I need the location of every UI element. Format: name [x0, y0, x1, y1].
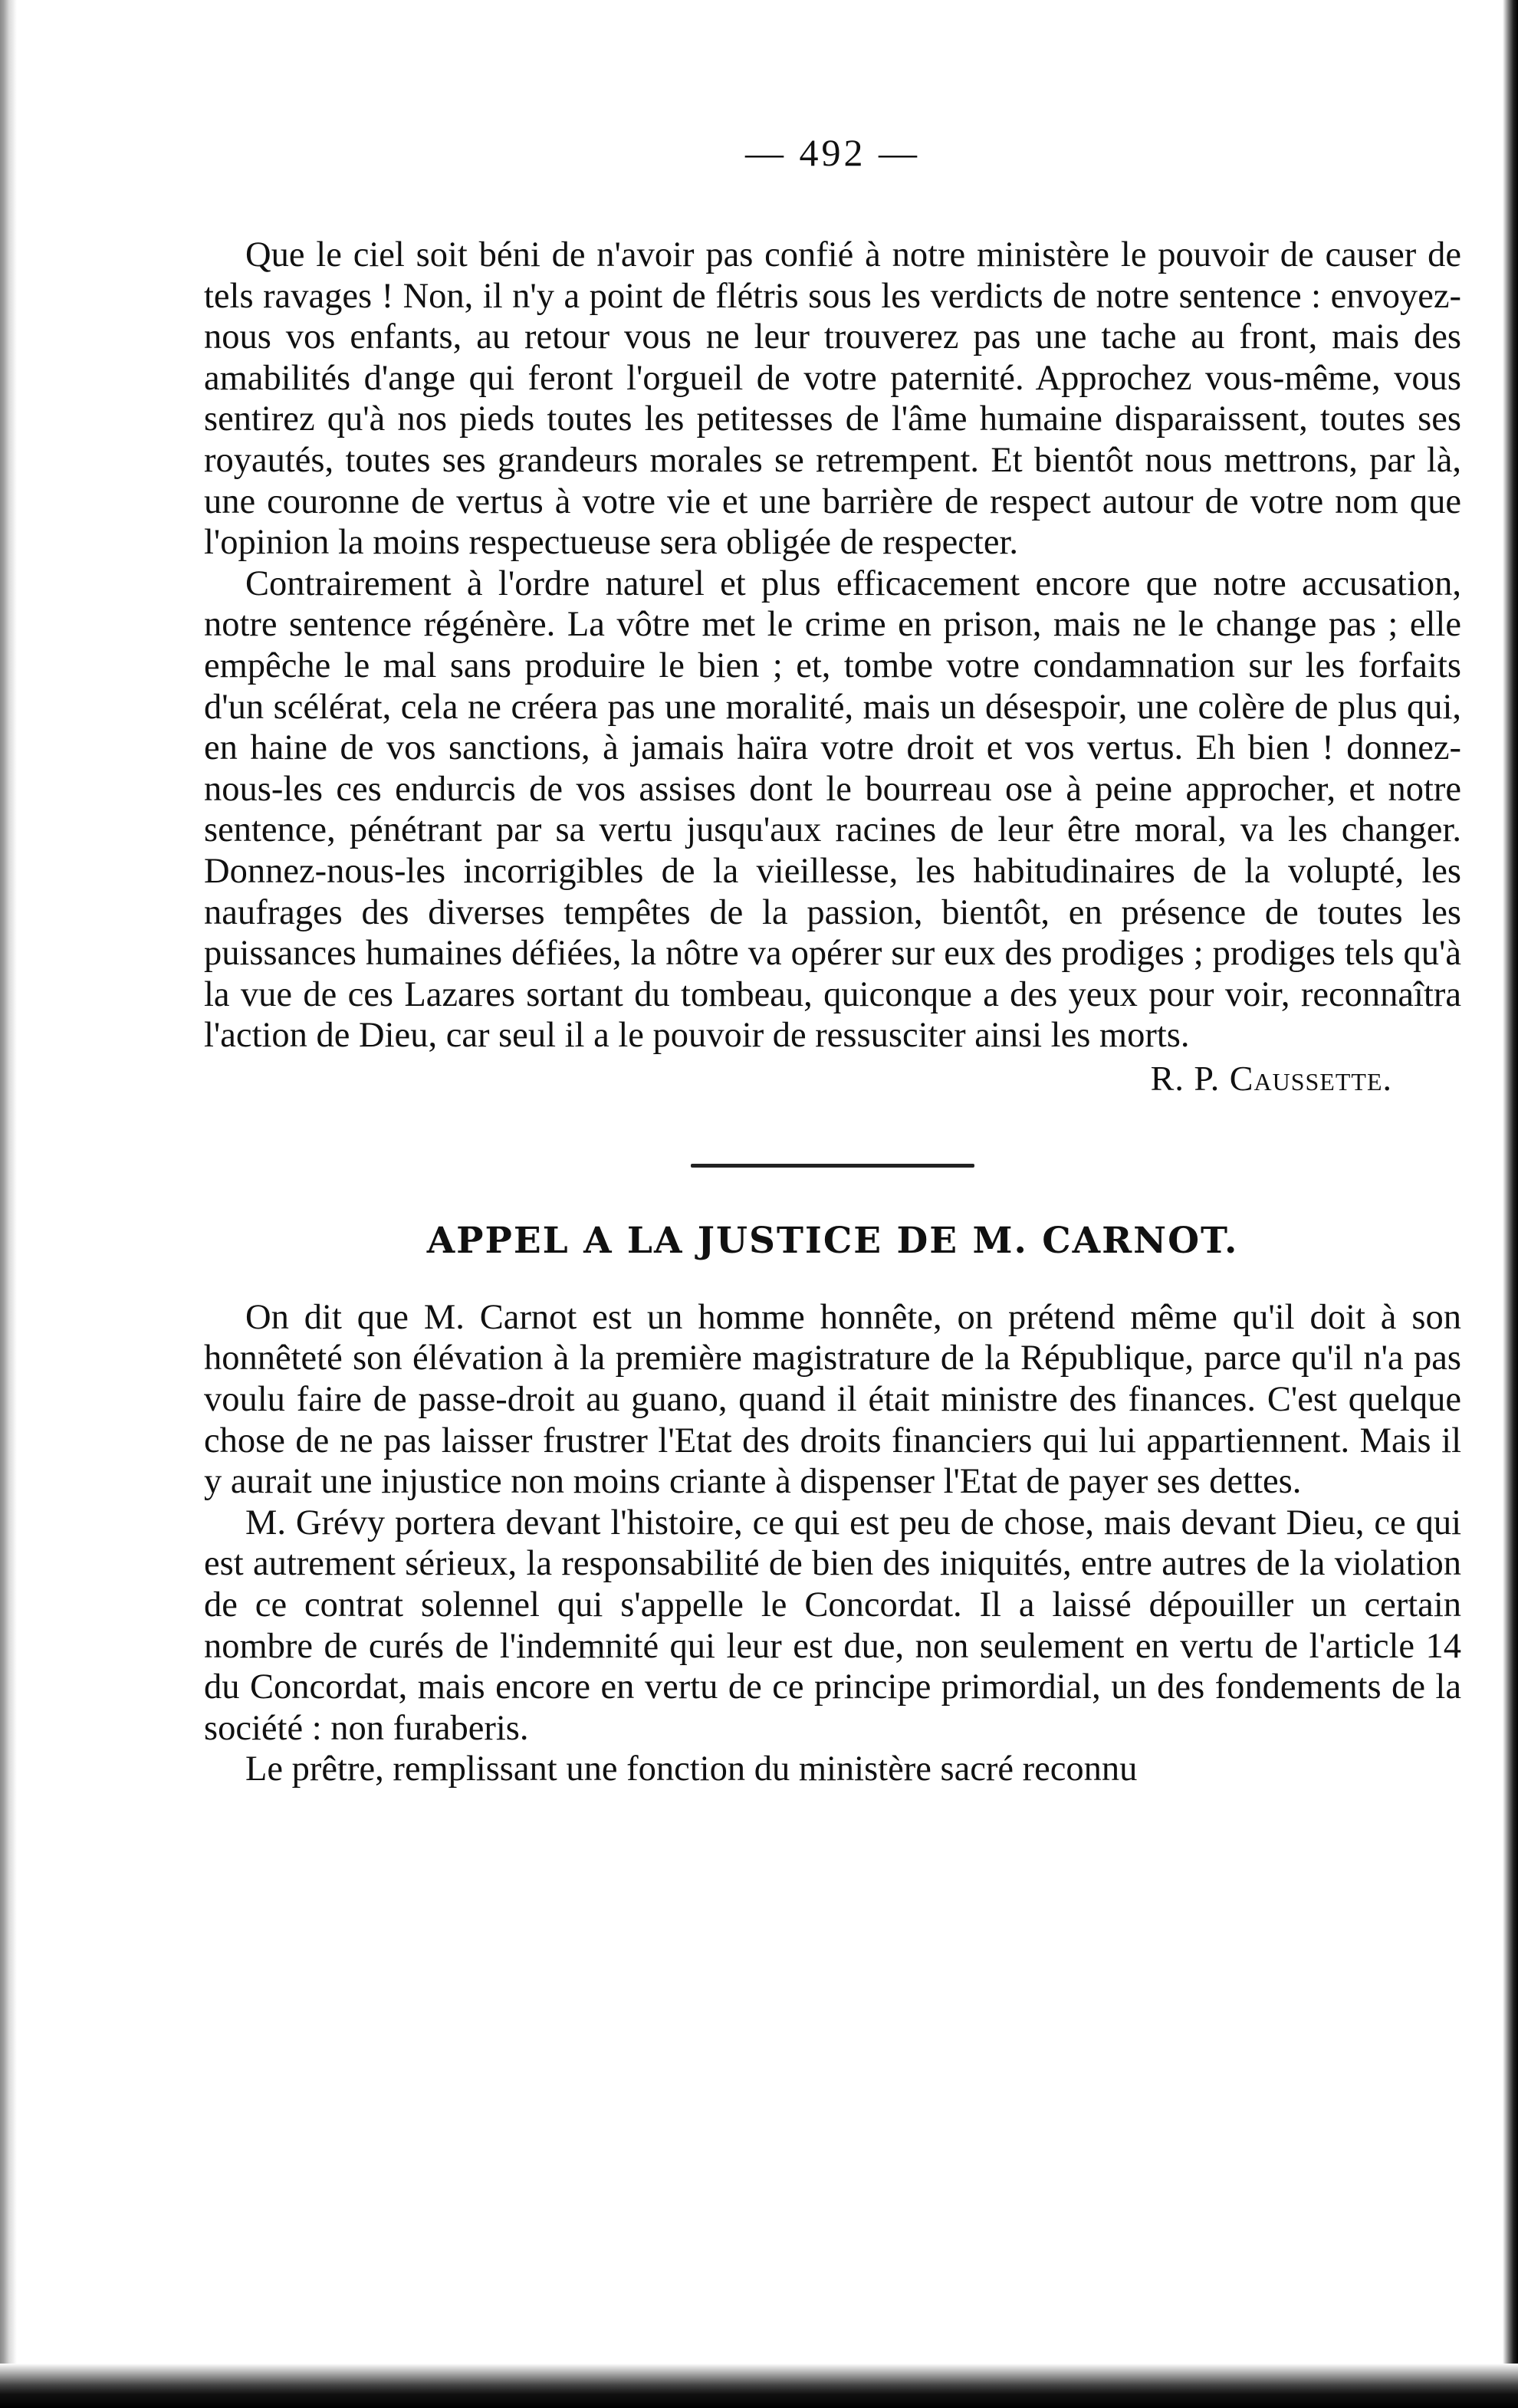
paragraph: Le prêtre, remplissant une fonction du ministère sacré reconnu — [245, 1749, 1138, 1789]
article-carnot — [204, 1220, 1461, 1790]
section-divider — [691, 1164, 974, 1168]
paragraph: Contrairement à l'ordre naturel et plus efficacement encore que notre accusation, notre sentence régénère. La vôtre met le crime en prison, mais ne le change pas ; elle empêche le mal sans produire le bien ; et, tombe votre condamnation sur les forfaits d'un scélérat, cela ne créera pas une moralité, mais un désespoir, une colère de plus qui, en haine de vos sanctions, à jamais haïra votre droit et vos vertus. Eh bien ! donnez-nous-les ces endurcis de vos assises dont le bourreau ose à peine approcher, et notre sentence, pénétrant par sa vertu jusqu'aux racines de leur être moral, va les changer. Donnez-nous-les incorrigibles de la vieillesse, les habitudinaires de la volupté, les naufrages des diverses tempêtes de la passion, bientôt, en présence de toutes les puissances humaines défiées, la nôtre va opérer sur eux des prodiges ; prodiges tels qu'à la vue de ces Lazares sortant du tombeau, quiconque a des yeux pour voir, reconnaîtra l'action de Dieu, car seul il a le pouvoir de ressusciter ainsi les morts. — [204, 563, 1461, 1056]
paragraph: M. Grévy portera devant l'histoire, ce qui est peu de chose, mais devant Dieu, ce qui est autrement sérieux, la responsabilité de bien des iniquités, entre autres de la violation de ce contrat solennel qui s'appelle le Concordat. Il a laissé dépouiller un certain nombre de curés de l'indemnité qui leur est due, non seulement en vertu de l'article 14 du Concordat, mais encore en vertu de ce principe primordial, un des fondements de la société : non furaberis. — [204, 1503, 1461, 1748]
paragraph: Que le ciel soit béni de n'avoir pas confié à notre ministère le pouvoir de causer de tels ravages ! Non, il n'y a point de flétris sous les verdicts de notre sentence : envoyez-nous vos enfants, au retour vous ne leur trouverez pas une tache au front, mais des amabilités d'ange qui feront l'orgueil de votre paternité. Approchez vous-même, vous sentirez qu'à nos pieds toutes les petitesses de l'âme humaine disparaissent, toutes ses royautés, toutes ses grandeurs morales se retrempent. Et bientôt nous mettrons, par là, une couronne de vertus à votre vie et une barrière de respect autour de votre nom que l'opinion la moins respectueuse sera obligée de respecter. — [204, 235, 1461, 563]
author-signature: R. P. Caussette. — [1150, 1058, 1392, 1098]
scan-left-edge — [0, 0, 17, 2408]
paragraph: On dit que M. Carnot est un homme honnête, on prétend même qu'il doit à son honnêteté son élévation à la première magistrature de la République, parce qu'il n'a pas voulu faire de passe-droit au guano, quand il était ministre des finances. C'est quelque chose de ne pas laisser frustrer l'Etat des droits financiers qui lui appartiennent. Mais il y aurait une injustice non moins criante à dispenser l'Etat de payer ses dettes. — [204, 1297, 1461, 1502]
article-confession — [204, 235, 1461, 1099]
scan-bottom-edge — [0, 2364, 1518, 2408]
section-title: APPEL A LA JUSTICE DE M. CARNOT. — [426, 1219, 1239, 1262]
text-column — [204, 130, 1461, 1790]
page-number: — 492 — — [745, 131, 920, 174]
scan-right-edge — [1503, 0, 1518, 2408]
